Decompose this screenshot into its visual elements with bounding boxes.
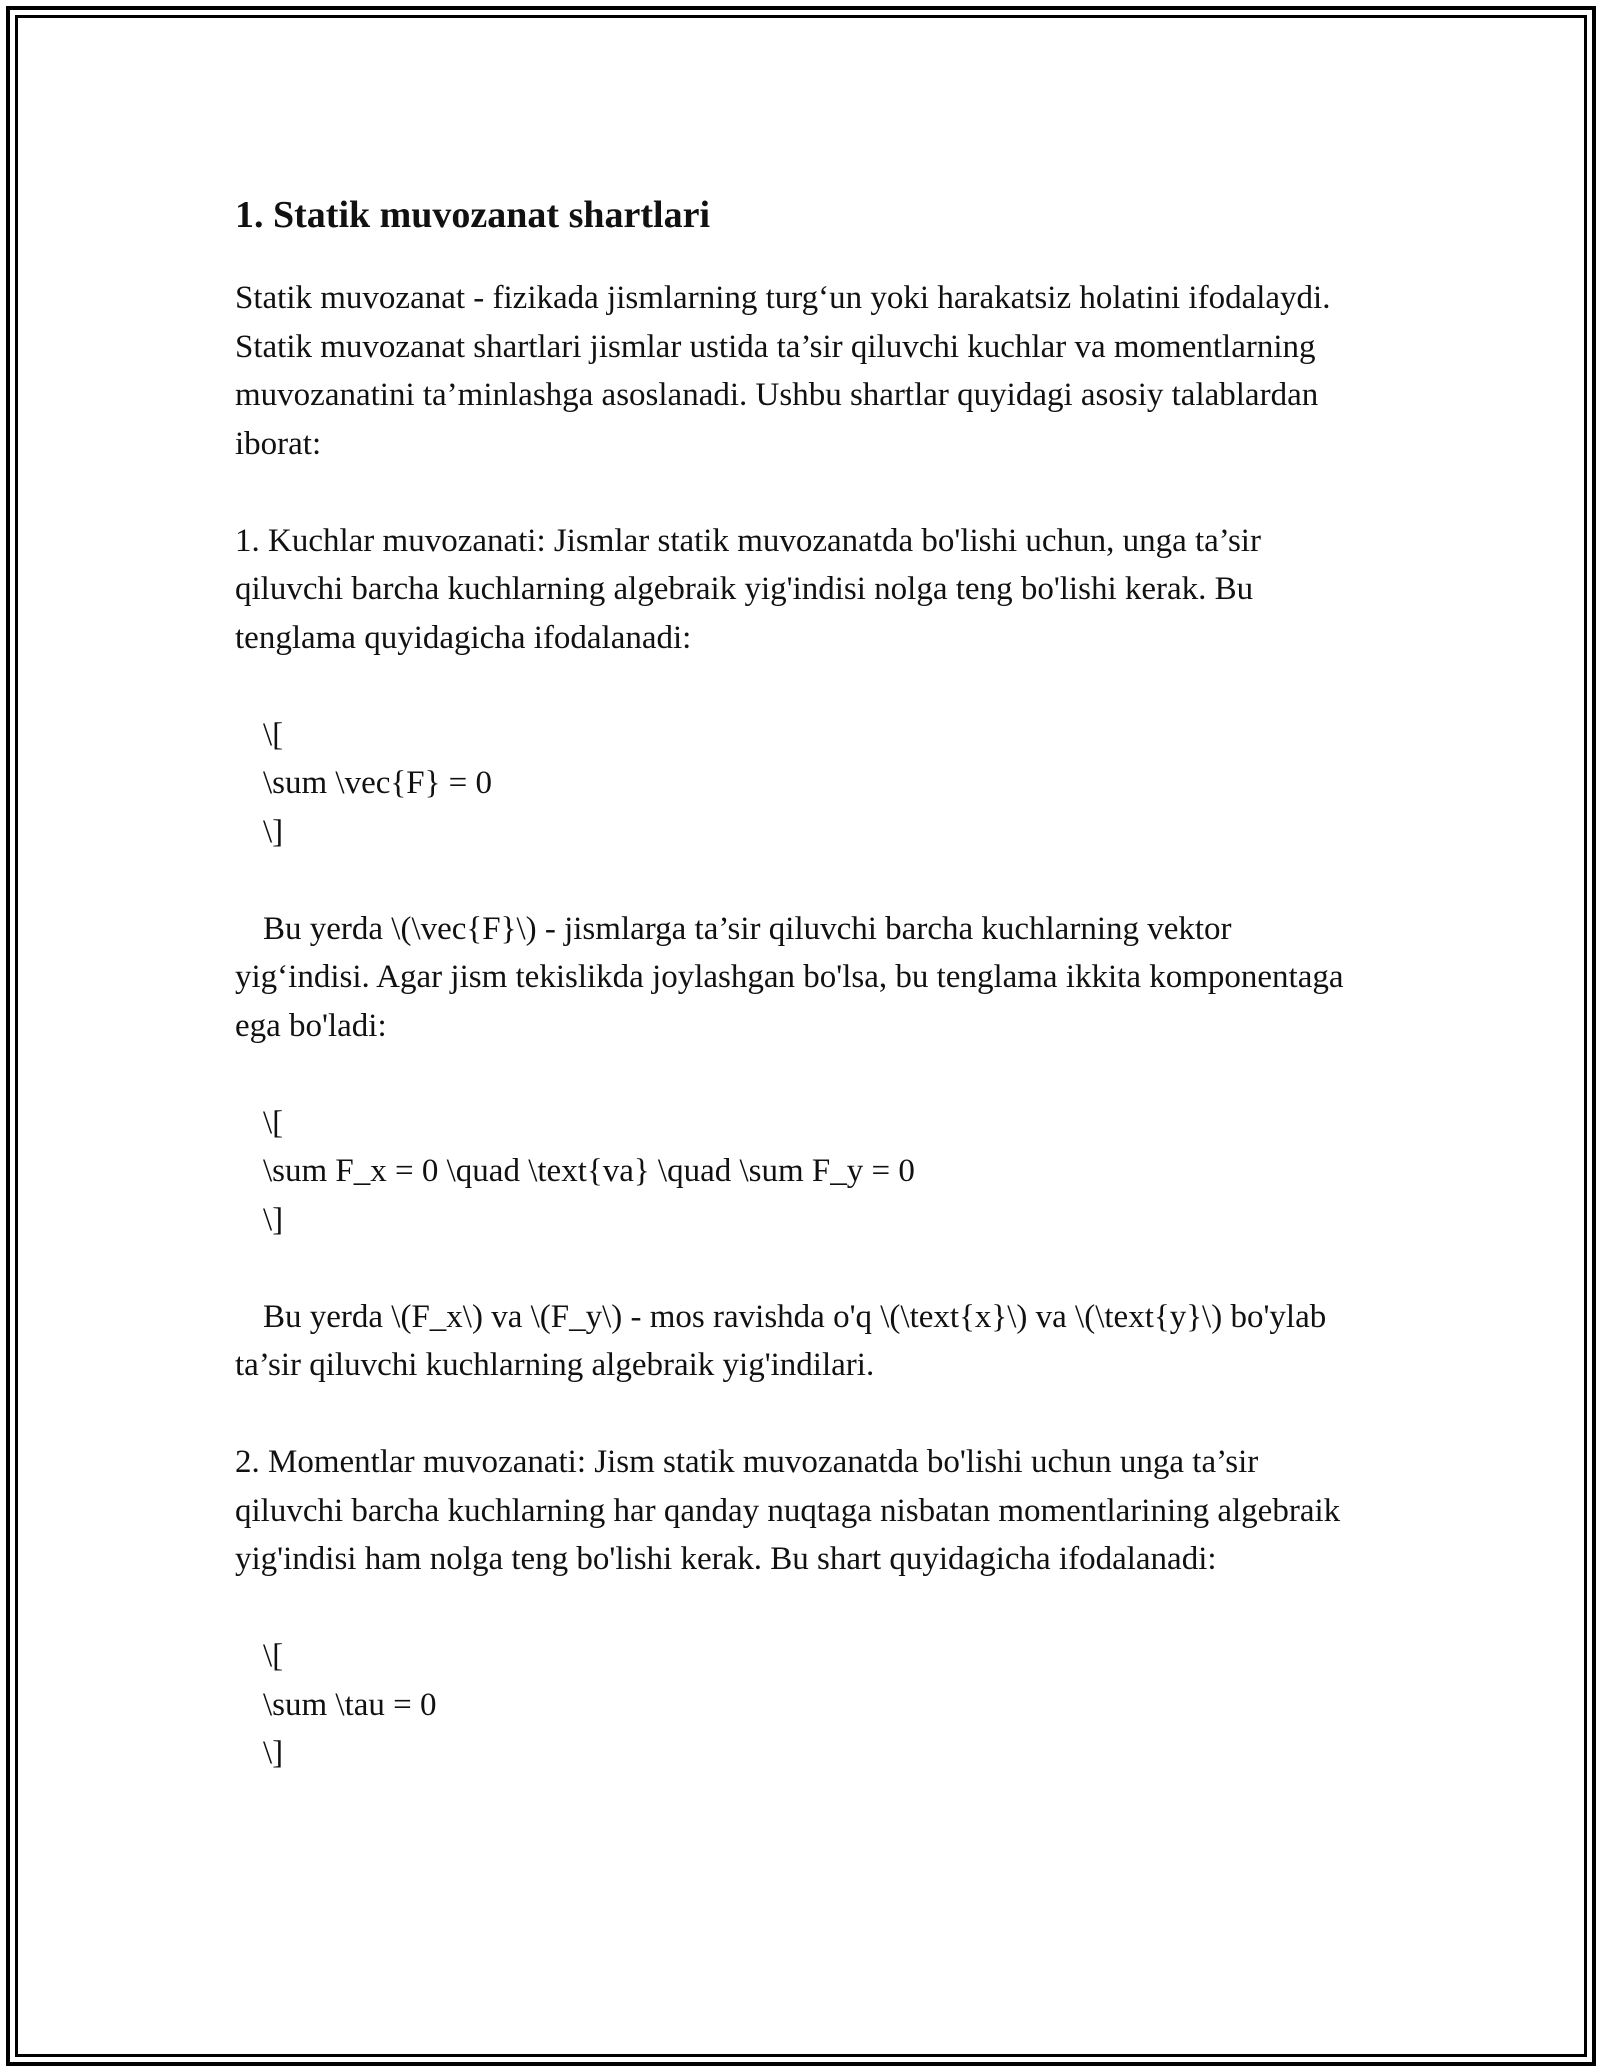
equation-open: \[ — [263, 1638, 284, 1674]
equation-close: \] — [263, 813, 284, 850]
equation-body: \sum F_x = 0 \quad \text{va} \quad \sum F_y = 0 — [263, 1153, 915, 1189]
equation-open: \[ — [263, 716, 284, 753]
spacer — [235, 468, 1365, 517]
spacer — [235, 856, 1365, 905]
spacer — [235, 1584, 1365, 1633]
equation-close: \] — [263, 1735, 284, 1771]
explanation-2-paragraph: Bu yerda \(F_x\) va \(F_y\) - mos ravishda o'q \(\text{x}\) va \(\text{y}\) bo'ylab ta’sir qiluvchi kuchlarning algebraik yig'indilari. — [235, 1298, 1327, 1383]
spacer — [235, 1244, 1365, 1293]
document-body — [235, 182, 1365, 1778]
intro-paragraph: Statik muvozanat - fizikada jismlarning turg‘un yoki harakatsiz holatini ifodalaydi. Statik muvozanat shartlari jismlar ustida ta’sir qiluvchi kuchlar va momentlarning muvozanatini ta’minlashga asoslanadi. Ushbu shartlar quyidagi asosiy talablardan iborat: — [235, 280, 1331, 462]
equation-block-1 — [235, 711, 1365, 857]
section-heading: 1. Statik muvozanat shartlari — [235, 194, 710, 236]
spacer — [235, 1390, 1365, 1439]
spacer — [235, 662, 1365, 711]
item-2-paragraph: 2. Momentlar muvozanati: Jism statik muvozanatda bo'lishi uchun unga ta’sir qiluvchi barcha kuchlarning har qanday nuqtaga nisbatan momentlarining algebraik yig'indisi ham nolga teng bo'lishi kerak. Bu shart quyidagicha ifodalanadi: — [235, 1444, 1341, 1577]
equation-body: \sum \tau = 0 — [263, 1686, 437, 1723]
equation-close: \] — [263, 1201, 284, 1238]
explanation-1-paragraph: Bu yerda \(\vec{F}\) - jismlarga ta’sir qiluvchi barcha kuchlarning vektor yig‘indisi. Agar jism tekislikda joylashgan bo'lsa, bu tenglama ikkita komponentaga ega bo'ladi: — [235, 910, 1344, 1044]
item-1-paragraph: 1. Kuchlar muvozanati: Jismlar statik muvozanatda bo'lishi uchun, unga ta’sir qiluvchi barcha kuchlarning algebraik yig'indisi nolga teng bo'lishi kerak. Bu tenglama quyidagicha ifodalanadi: — [235, 522, 1261, 656]
equation-open: \[ — [263, 1104, 284, 1141]
equation-block-3 — [235, 1632, 1365, 1778]
equation-body: \sum \vec{F} = 0 — [263, 765, 493, 801]
equation-block-2 — [235, 1099, 1365, 1245]
spacer — [235, 1050, 1365, 1099]
